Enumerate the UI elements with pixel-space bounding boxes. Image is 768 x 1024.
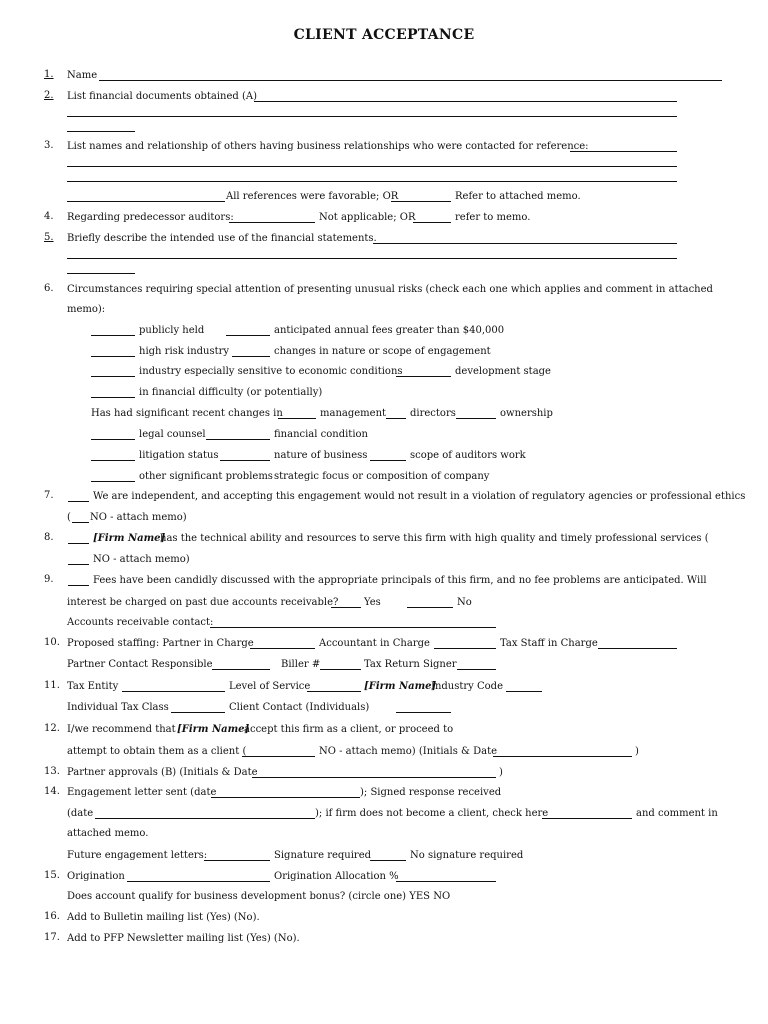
fees-discussed-check[interactable] xyxy=(68,585,89,586)
legal-counsel-label: legal counsel xyxy=(139,429,206,440)
item-10-number: 10. xyxy=(44,637,60,648)
recommend-close: ) xyxy=(635,746,639,757)
item-16-number: 16. xyxy=(44,911,60,922)
bulletin-mailing-label: Add to Bulletin mailing list (Yes) (No). xyxy=(67,912,260,923)
development-stage-check[interactable] xyxy=(396,376,451,377)
bonus-question: Does account qualify for business development bonus? (circle one) YES NO xyxy=(67,891,451,902)
directors-label: directors xyxy=(410,408,456,419)
individual-tax-class-field[interactable] xyxy=(171,712,225,713)
technical-ability-no-check[interactable] xyxy=(68,564,89,565)
tax-staff-label: Tax Staff in Charge xyxy=(500,638,598,649)
origination-label: Origination xyxy=(67,871,125,882)
technical-ability-check[interactable] xyxy=(68,543,89,544)
sensitive-industry-check[interactable] xyxy=(91,376,135,377)
biller-label: Biller # xyxy=(281,659,321,670)
item-8-number: 8. xyxy=(44,532,54,543)
item-7-paren: ( xyxy=(67,512,71,523)
item-7-label: We are independent, and accepting this engagement would not result in a violation of regulatory agencies or professional ethics xyxy=(93,491,746,502)
comment-label: and comment in xyxy=(636,808,718,819)
item-5-number: 5. xyxy=(44,232,54,243)
litigation-label: litigation status xyxy=(139,450,219,461)
nature-business-label: nature of business xyxy=(274,450,368,461)
signature-required-label: Signature required xyxy=(274,850,372,861)
predecessor-refer-label: refer to memo. xyxy=(455,212,531,223)
directors-check[interactable] xyxy=(386,418,406,419)
scope-auditors-check[interactable] xyxy=(370,460,406,461)
intended-use-field[interactable] xyxy=(373,243,677,244)
financial-documents-field[interactable] xyxy=(254,101,677,102)
item-9-label: Fees have been candidly discussed with the appropriate principals of this firm, and no fee problems are anticipated. Will xyxy=(93,575,707,586)
other-problems-label: other significant problems xyxy=(139,471,273,482)
high-risk-label: high risk industry xyxy=(139,346,230,357)
item-15-number: 15. xyxy=(44,870,60,881)
level-of-service-label: Level of Service xyxy=(229,681,311,692)
references-memo-label: Refer to attached memo. xyxy=(455,191,581,202)
financial-difficulty-label: in financial difficulty (or potentially) xyxy=(139,387,323,398)
publicly-held-check[interactable] xyxy=(91,335,135,336)
changes-nature-label: changes in nature or scope of engagement xyxy=(274,346,491,357)
recent-changes-label: Has had significant recent changes in xyxy=(91,408,283,419)
recommend-initials-field[interactable] xyxy=(493,756,632,757)
pfp-newsletter-label: Add to PFP Newsletter mailing list (Yes) (No). xyxy=(67,933,300,944)
industry-code-field[interactable] xyxy=(506,691,542,692)
financial-condition-label: financial condition xyxy=(274,429,368,440)
response-date-label: (date xyxy=(67,808,94,819)
references-favorable-label: All references were favorable; OR xyxy=(226,191,399,202)
engagement-letter-label: Engagement letter sent (date xyxy=(67,787,217,798)
nature-business-check[interactable] xyxy=(220,460,270,461)
no-signature-label: No signature required xyxy=(410,850,524,861)
item-2-number: 2. xyxy=(44,90,54,101)
litigation-check[interactable] xyxy=(91,460,135,461)
other-problems-check[interactable] xyxy=(91,481,135,482)
intended-use-line-2[interactable] xyxy=(67,258,677,259)
signed-response-label: ); Signed response received xyxy=(360,787,502,798)
item-8-label: has the technical ability and resources to serve this firm with high quality and timely professional services ( xyxy=(160,533,709,544)
publicly-held-label: publicly held xyxy=(139,325,205,336)
item-14-number: 14. xyxy=(44,786,60,797)
references-memo-check[interactable] xyxy=(391,201,451,202)
development-stage-label: development stage xyxy=(455,366,551,377)
references-favorable-check[interactable] xyxy=(67,201,225,202)
high-risk-check[interactable] xyxy=(91,356,135,357)
tax-return-signer-label: Tax Return Signer xyxy=(364,659,457,670)
item-3-number: 3. xyxy=(44,140,54,151)
independent-check[interactable] xyxy=(68,501,89,502)
item-9-number: 9. xyxy=(44,574,54,585)
not-client-check[interactable] xyxy=(542,818,632,819)
sensitive-industry-label: industry especially sensitive to economic conditions xyxy=(139,366,403,377)
level-of-service-field[interactable] xyxy=(307,691,361,692)
item-4-label: Regarding predecessor auditors: xyxy=(67,212,234,223)
financial-documents-line-3[interactable] xyxy=(67,131,135,132)
item-11-number: 11. xyxy=(44,680,60,691)
item-12-number: 12. xyxy=(44,723,60,734)
financial-difficulty-check[interactable] xyxy=(91,397,135,398)
client-contact-field[interactable] xyxy=(396,712,451,713)
ar-contact-label: Accounts receivable contact: xyxy=(67,617,214,628)
engagement-letter-date-field[interactable] xyxy=(211,797,360,798)
item-7-number: 7. xyxy=(44,490,54,501)
origination-allocation-label: Origination Allocation % xyxy=(274,871,399,882)
financial-documents-line-2[interactable] xyxy=(67,116,677,117)
industry-code-label: Industry Code xyxy=(431,681,503,692)
interest-question: interest be charged on past due accounts receivable? xyxy=(67,597,339,608)
name-field[interactable] xyxy=(99,80,722,81)
legal-counsel-check[interactable] xyxy=(91,439,135,440)
predecessor-refer-check[interactable] xyxy=(413,222,451,223)
attached-memo-label: attached memo. xyxy=(67,828,149,839)
partner-in-charge-field[interactable] xyxy=(250,648,315,649)
ownership-check[interactable] xyxy=(456,418,496,419)
client-contact-label: Client Contact (Individuals) xyxy=(229,702,370,713)
item-1-label: Name xyxy=(67,70,98,81)
item-4-number: 4. xyxy=(44,211,54,222)
interest-no-check[interactable] xyxy=(407,607,453,608)
item-2-label: List financial documents obtained (A) xyxy=(67,91,258,102)
references-field[interactable] xyxy=(570,151,677,152)
partner-approvals-close: ) xyxy=(499,767,503,778)
interest-yes-check[interactable] xyxy=(331,607,361,608)
tax-entity-field[interactable] xyxy=(122,691,225,692)
accountant-in-charge-label: Accountant in Charge xyxy=(319,638,430,649)
strategic-focus-label: strategic focus or composition of company xyxy=(274,471,490,482)
item-8-firm-name: [Firm Name] xyxy=(93,533,166,544)
item-5-label: Briefly describe the intended use of the financial statements. xyxy=(67,233,377,244)
not-client-label: ); if firm does not become a client, check here xyxy=(315,808,549,819)
individual-tax-class-label: Individual Tax Class xyxy=(67,702,169,713)
fees-check[interactable] xyxy=(226,335,270,336)
future-letters-label: Future engagement letters: xyxy=(67,850,208,861)
item-11-firm-name: [Firm Name] xyxy=(364,681,437,692)
item-3-label: List names and relationship of others having business relationships who were contacted for reference: xyxy=(67,141,589,152)
tax-staff-field[interactable] xyxy=(598,648,677,649)
response-date-field[interactable] xyxy=(95,818,315,819)
recommend-no-check[interactable] xyxy=(242,756,315,757)
no-signature-check[interactable] xyxy=(370,860,406,861)
partner-contact-label: Partner Contact Responsible xyxy=(67,659,213,670)
interest-yes-label: Yes xyxy=(364,597,381,608)
future-letters-field[interactable] xyxy=(204,860,270,861)
tax-entity-label: Tax Entity xyxy=(67,681,119,692)
references-line-3[interactable] xyxy=(67,181,677,182)
predecessor-auditors-field[interactable] xyxy=(229,222,315,223)
partner-approvals-label: Partner approvals (B) (Initials & Date xyxy=(67,767,258,778)
accountant-in-charge-field[interactable] xyxy=(434,648,496,649)
predecessor-not-applicable-label: Not applicable; OR xyxy=(319,212,416,223)
ownership-label: ownership xyxy=(500,408,553,419)
item-7-no-label: NO - attach memo) xyxy=(90,512,187,523)
recommend-label-cont: accept this firm as a client, or proceed to xyxy=(244,724,454,735)
biller-field[interactable] xyxy=(320,669,361,670)
independent-no-check[interactable] xyxy=(72,522,89,523)
origination-allocation-field[interactable] xyxy=(396,881,496,882)
interest-no-label: No xyxy=(457,597,472,608)
references-line-2[interactable] xyxy=(67,166,677,167)
financial-condition-check[interactable] xyxy=(206,439,270,440)
item-6-number: 6. xyxy=(44,283,54,294)
recommend-label: I/we recommend that xyxy=(67,724,176,735)
item-17-number: 17. xyxy=(44,932,60,943)
partner-approvals-field[interactable] xyxy=(252,777,496,778)
partner-in-charge-label: Proposed staffing: Partner in Charge xyxy=(67,638,254,649)
fees-label: anticipated annual fees greater than $40,000 xyxy=(274,325,505,336)
item-8-no-label: NO - attach memo) xyxy=(93,554,190,565)
changes-nature-check[interactable] xyxy=(232,356,270,357)
item-6-label: Circumstances requiring special attention of presenting unusual risks (check each one which applies and comment in attached xyxy=(67,284,713,295)
page-title: CLIENT ACCEPTANCE xyxy=(293,27,475,43)
item-13-number: 13. xyxy=(44,766,60,777)
management-label: management xyxy=(320,408,387,419)
ar-contact-field[interactable] xyxy=(210,627,496,628)
management-check[interactable] xyxy=(278,418,316,419)
attempt-label: attempt to obtain them as a client ( xyxy=(67,746,247,757)
partner-contact-field[interactable] xyxy=(212,669,270,670)
intended-use-line-3[interactable] xyxy=(67,273,135,274)
tax-return-signer-field[interactable] xyxy=(457,669,496,670)
origination-field[interactable] xyxy=(127,881,270,882)
scope-auditors-label: scope of auditors work xyxy=(410,450,526,461)
item-12-firm-name: [Firm Name] xyxy=(177,724,250,735)
item-1-number: 1. xyxy=(44,69,54,80)
item-6-label-cont: memo): xyxy=(67,304,106,315)
recommend-no-label: NO - attach memo) (Initials & Date xyxy=(319,746,498,757)
